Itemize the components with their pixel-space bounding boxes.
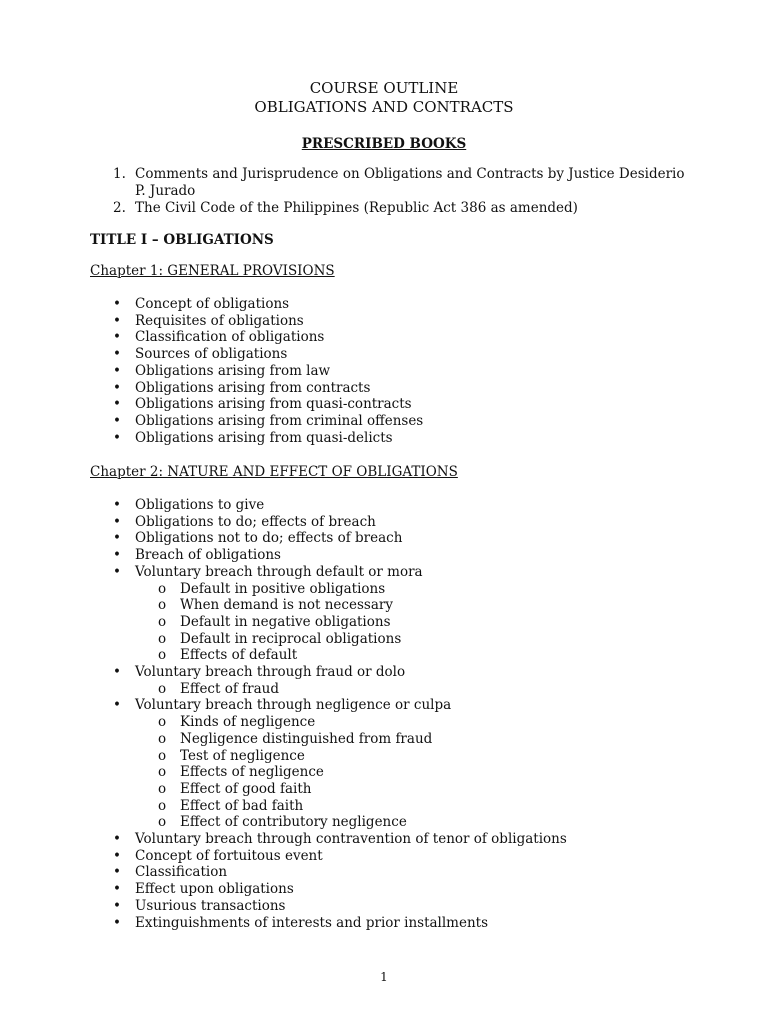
list-item-text: Requisites of obligations — [135, 312, 304, 329]
sub-bullet-marker: o — [158, 680, 167, 697]
chapter-1-heading: Chapter 1: GENERAL PROVISIONS — [90, 263, 335, 279]
list-item-text: Effect of bad faith — [180, 797, 304, 814]
sub-bullet-marker: o — [158, 747, 167, 764]
list-item-text: Obligations arising from law — [135, 362, 331, 379]
sub-bullet-marker: o — [158, 647, 167, 664]
document-title: COURSE OUTLINE — [309, 79, 459, 97]
list-item-text: Obligations arising from quasi-delicts — [135, 429, 393, 446]
list-item-text: Default in positive obligations — [180, 580, 386, 597]
list-item-text: Voluntary breach through default or mora — [135, 563, 423, 580]
bullet-marker: • — [113, 312, 121, 329]
bullet-marker: • — [113, 379, 121, 396]
list-item-text: Effect of contributory negligence — [180, 814, 407, 831]
bullet-marker: • — [113, 530, 121, 547]
sub-bullet-marker: o — [158, 714, 167, 731]
book-text: Comments and Jurisprudence on Obligations and Contracts by Justice Desiderio P. Jurado — [135, 166, 685, 199]
bullet-marker: • — [113, 864, 121, 881]
book-text: The Civil Code of the Philippines (Republic Act 386 as amended) — [135, 200, 578, 216]
list-item-text: Obligations to do; effects of breach — [135, 513, 376, 530]
list-item-text: Obligations not to do; effects of breach — [135, 530, 403, 547]
bullet-marker: • — [113, 396, 121, 413]
list-item-text: Kinds of negligence — [180, 714, 316, 731]
page-number: 1 — [380, 970, 388, 984]
list-item-text: Effects of default — [180, 647, 298, 664]
bullet-marker: • — [113, 914, 121, 931]
chapter-2-heading: Chapter 2: NATURE AND EFFECT OF OBLIGATIONS — [90, 464, 458, 480]
bullet-marker: • — [113, 897, 121, 914]
document-subtitle: OBLIGATIONS AND CONTRACTS — [254, 98, 514, 116]
list-item-text: Classification — [135, 864, 228, 881]
bullet-marker: • — [113, 547, 121, 564]
sub-bullet-marker: o — [158, 613, 167, 630]
sub-bullet-marker: o — [158, 814, 167, 831]
list-item-text: Negligence distinguished from fraud — [180, 730, 433, 747]
title-heading: TITLE I – OBLIGATIONS — [90, 232, 274, 248]
list-item-text: Test of negligence — [180, 747, 305, 764]
bullet-marker: • — [113, 412, 121, 429]
list-item-text: Obligations arising from quasi-contracts — [135, 396, 412, 413]
bullet-marker: • — [113, 664, 121, 680]
bullet-marker: • — [113, 881, 121, 898]
list-item-text: When demand is not necessary — [180, 597, 393, 614]
book-number: 2. — [113, 200, 126, 216]
bullet-marker: • — [113, 563, 121, 580]
list-item-text: Effect of fraud — [180, 680, 279, 697]
list-item-text: Effect of good faith — [180, 780, 312, 797]
list-item-text: Voluntary breach through contravention of tenor of obligations — [135, 831, 567, 847]
prescribed-books-heading: PRESCRIBED BOOKS — [301, 136, 467, 152]
bullet-marker: • — [113, 329, 121, 346]
list-item-text: Sources of obligations — [135, 346, 288, 363]
sub-bullet-marker: o — [158, 580, 167, 597]
sub-bullet-marker: o — [158, 630, 167, 647]
sub-bullet-marker: o — [158, 597, 167, 614]
list-item-text: Concept of obligations — [135, 296, 290, 312]
list-item-text: Usurious transactions — [135, 897, 286, 914]
list-item-text: Effect upon obligations — [135, 881, 294, 898]
list-item-text: Classification of obligations — [135, 329, 325, 346]
list-item-text: Concept of fortuitous event — [135, 847, 323, 864]
list-item-text: Obligations to give — [135, 497, 265, 513]
bullet-marker: • — [113, 429, 121, 446]
sub-bullet-marker: o — [158, 730, 167, 747]
list-item-text: Voluntary breach through negligence or culpa — [135, 697, 452, 714]
bullet-marker: • — [113, 847, 121, 864]
list-item-text: Default in reciprocal obligations — [180, 630, 402, 647]
list-item-text: Obligations arising from criminal offenses — [135, 412, 424, 429]
list-item-text: Breach of obligations — [135, 547, 281, 564]
list-item-text: Effects of negligence — [180, 764, 324, 781]
bullet-marker: • — [113, 497, 121, 513]
sub-bullet-marker: o — [158, 780, 167, 797]
list-item-text: Voluntary breach through fraud or dolo — [135, 664, 406, 680]
bullet-marker: • — [113, 346, 121, 363]
list-item-text: Default in negative obligations — [180, 613, 391, 630]
sub-bullet-marker: o — [158, 797, 167, 814]
bullet-marker: • — [113, 697, 121, 714]
bullet-marker: • — [113, 831, 121, 847]
bullet-marker: • — [113, 362, 121, 379]
list-item-text: Extinguishments of interests and prior installments — [135, 914, 489, 931]
sub-bullet-marker: o — [158, 764, 167, 781]
bullet-marker: • — [113, 296, 121, 312]
bullet-marker: • — [113, 513, 121, 530]
book-number: 1. — [113, 166, 126, 182]
list-item-text: Obligations arising from contracts — [135, 379, 371, 396]
